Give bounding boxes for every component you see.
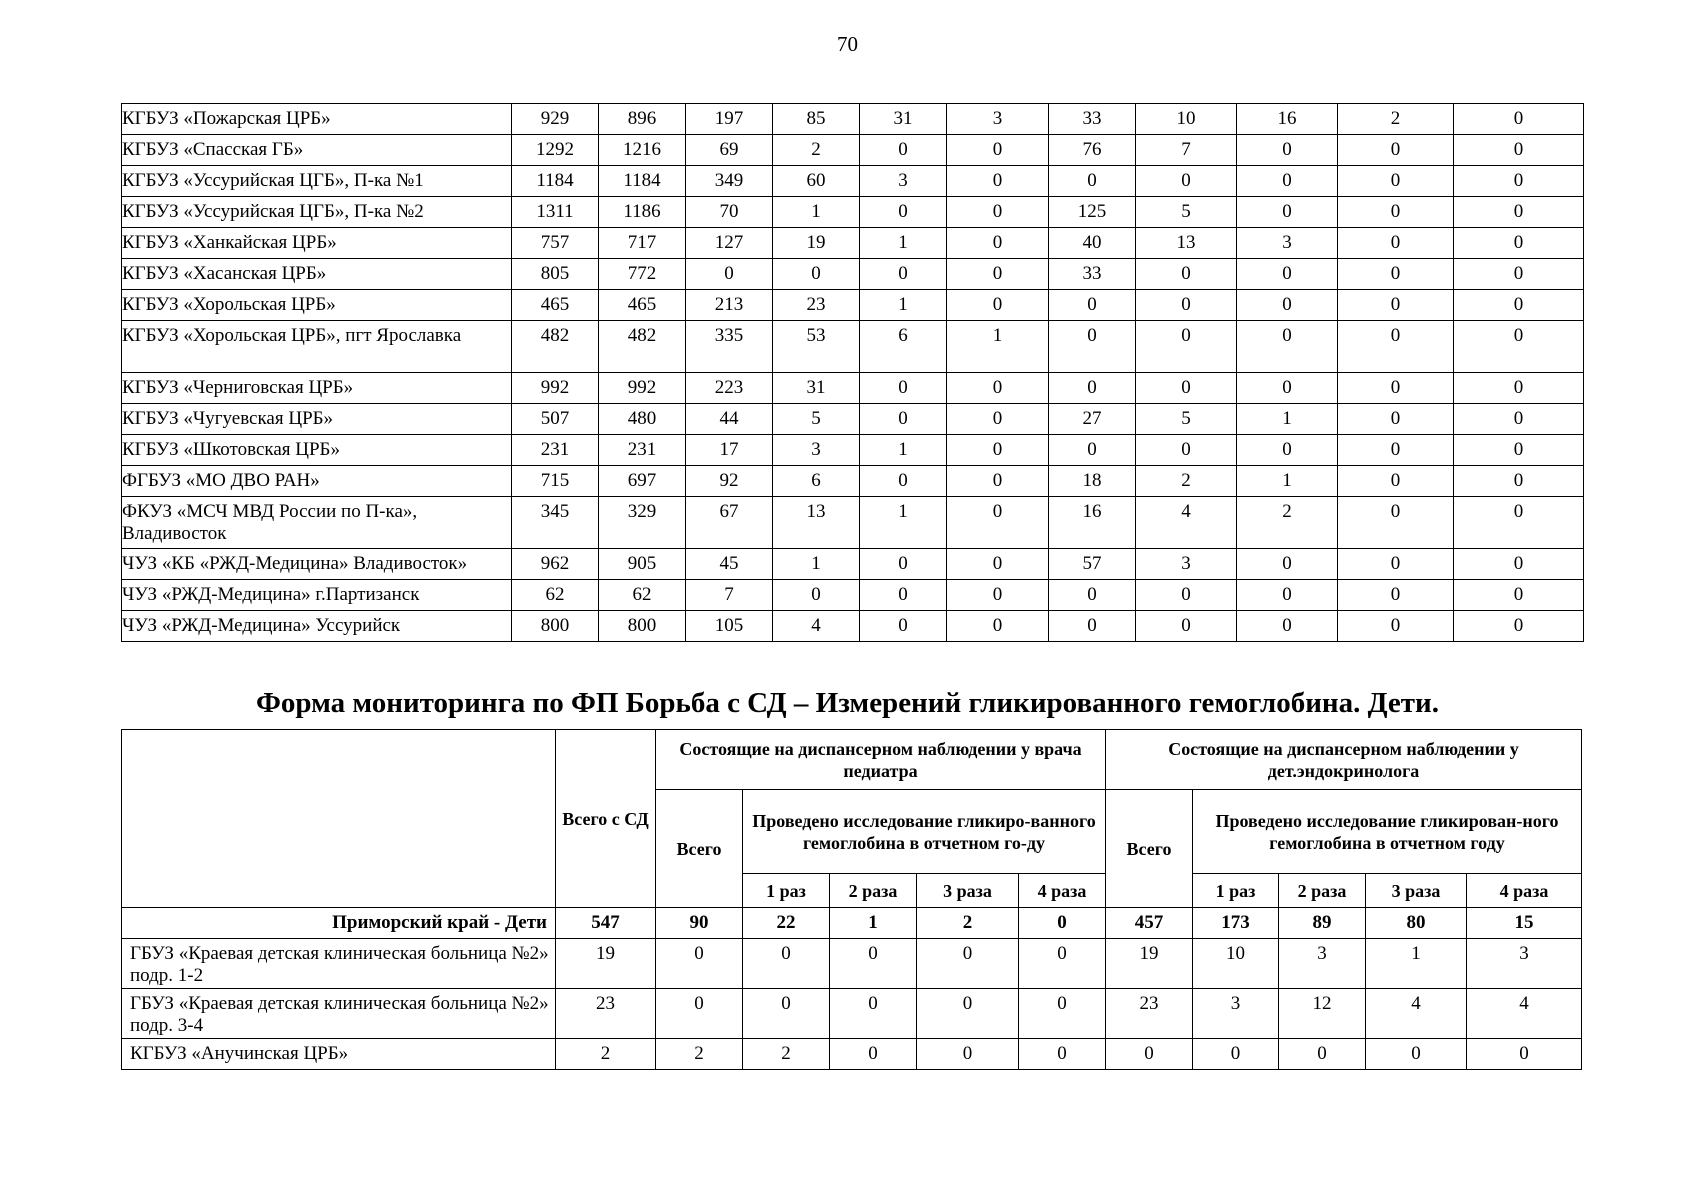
table-row	[122, 290, 1584, 321]
value-cell: 0	[860, 404, 947, 435]
value-cell: 0	[1136, 290, 1237, 321]
value-cell: 85	[773, 104, 860, 135]
value-cell: 800	[599, 611, 686, 642]
value-cell: 0	[1338, 466, 1454, 497]
value-cell: 992	[512, 373, 599, 404]
value-cell: 67	[686, 497, 773, 549]
value-cell: 0	[1237, 549, 1338, 580]
value-cell: 0	[1136, 321, 1237, 373]
facility-name: КГБУЗ «Шкотовская ЦРБ»	[122, 435, 512, 466]
value-cell: 0	[947, 580, 1049, 611]
value-cell: 33	[1049, 104, 1136, 135]
value-cell: 0	[1237, 290, 1338, 321]
value-cell: 0	[1279, 1039, 1366, 1070]
value-cell: 0	[860, 580, 947, 611]
header-pediatr-total: Всего	[656, 790, 743, 908]
value-cell: 213	[686, 290, 773, 321]
value-cell: 0	[1338, 580, 1454, 611]
value-cell: 0	[947, 611, 1049, 642]
facility-name: КГБУЗ «Пожарская ЦРБ»	[122, 104, 512, 135]
value-cell: 231	[599, 435, 686, 466]
value-cell: 0	[1338, 404, 1454, 435]
value-cell: 772	[599, 259, 686, 290]
value-cell: 0	[1454, 290, 1584, 321]
header-endo-study: Проведено исследование гликирован-ного гемоглобина в отчетном году	[1193, 790, 1582, 874]
value-cell: 480	[599, 404, 686, 435]
value-cell: 0	[1454, 611, 1584, 642]
value-cell: 0	[1338, 290, 1454, 321]
value-cell: 1	[860, 290, 947, 321]
value-cell: 57	[1049, 549, 1136, 580]
table-row	[122, 466, 1584, 497]
value-cell: 0	[1049, 580, 1136, 611]
value-cell: 1	[1237, 466, 1338, 497]
value-cell: 0	[947, 259, 1049, 290]
value-cell: 16	[1237, 104, 1338, 135]
facility-name: КГБУЗ «Хорольская ЦРБ»	[122, 290, 512, 321]
value-cell: 0	[1338, 166, 1454, 197]
facility-name: КГБУЗ «Чугуевская ЦРБ»	[122, 404, 512, 435]
table-row	[122, 435, 1584, 466]
value-cell: 0	[1049, 321, 1136, 373]
value-cell: 0	[1237, 580, 1338, 611]
value-cell: 10	[1136, 104, 1237, 135]
value-cell: 1	[860, 497, 947, 549]
value-cell: 0	[1019, 989, 1106, 1039]
value-cell: 0	[1136, 435, 1237, 466]
value-cell: 465	[599, 290, 686, 321]
value-cell: 19	[556, 939, 656, 989]
header-pediatr-2: 2 раза	[830, 874, 917, 908]
value-cell: 23	[556, 989, 656, 1039]
facility-name: ГБУЗ «Краевая детская клиническая больница №2» подр. 1-2	[122, 939, 556, 989]
value-cell: 2	[656, 1039, 743, 1070]
value-cell: 33	[1049, 259, 1136, 290]
section-title: Форма мониторинга по ФП Борьба с СД – Измерений гликированного гемоглобина. Дети.	[255, 687, 1440, 719]
facility-name: КГБУЗ «Хасанская ЦРБ»	[122, 259, 512, 290]
value-cell: 0	[1338, 611, 1454, 642]
value-cell: 0	[947, 166, 1049, 197]
value-cell: 0	[1237, 197, 1338, 228]
value-cell: 0	[1237, 611, 1338, 642]
value-cell: 60	[773, 166, 860, 197]
value-cell: 992	[599, 373, 686, 404]
value-cell: 80	[1366, 908, 1467, 939]
value-cell: 0	[1338, 135, 1454, 166]
table-row	[122, 104, 1584, 135]
value-cell: 349	[686, 166, 773, 197]
value-cell: 105	[686, 611, 773, 642]
value-cell: 0	[947, 435, 1049, 466]
table-row	[122, 259, 1584, 290]
value-cell: 1	[860, 228, 947, 259]
value-cell: 7	[686, 580, 773, 611]
value-cell: 0	[1338, 321, 1454, 373]
value-cell: 0	[1454, 404, 1584, 435]
value-cell: 76	[1049, 135, 1136, 166]
value-cell: 0	[947, 197, 1049, 228]
table-row	[122, 549, 1584, 580]
header-endo-2: 2 раза	[1279, 874, 1366, 908]
value-cell: 0	[656, 989, 743, 1039]
value-cell: 0	[1338, 259, 1454, 290]
facility-name: КГБУЗ «Ханкайская ЦРБ»	[122, 228, 512, 259]
value-cell: 6	[860, 321, 947, 373]
value-cell: 10	[1193, 939, 1279, 989]
facility-name: ФКУЗ «МСЧ МВД России по П-ка», Владивосток	[122, 497, 512, 549]
value-cell: 3	[1237, 228, 1338, 259]
value-cell: 0	[947, 497, 1049, 549]
value-cell: 31	[773, 373, 860, 404]
value-cell: 335	[686, 321, 773, 373]
value-cell: 0	[1454, 435, 1584, 466]
header-pediatr-1: 1 раз	[743, 874, 830, 908]
value-cell: 697	[599, 466, 686, 497]
table-row	[122, 989, 1582, 1039]
value-cell: 0	[830, 1039, 917, 1070]
value-cell: 0	[860, 259, 947, 290]
facility-name: КГБУЗ «Хорольская ЦРБ», пгт Ярославка	[122, 321, 512, 373]
value-cell: 905	[599, 549, 686, 580]
value-cell: 2	[556, 1039, 656, 1070]
value-cell: 13	[773, 497, 860, 549]
value-cell: 6	[773, 466, 860, 497]
value-cell: 0	[1454, 549, 1584, 580]
value-cell: 197	[686, 104, 773, 135]
value-cell: 507	[512, 404, 599, 435]
value-cell: 18	[1049, 466, 1136, 497]
value-cell: 0	[1049, 166, 1136, 197]
value-cell: 1292	[512, 135, 599, 166]
value-cell: 2	[773, 135, 860, 166]
facility-name: ЧУЗ «РЖД-Медицина» Уссурийск	[122, 611, 512, 642]
value-cell: 0	[1454, 321, 1584, 373]
value-cell: 127	[686, 228, 773, 259]
header-endo-group: Состоящие на диспансерном наблюдении у дет.эндокринолога	[1106, 730, 1582, 790]
value-cell: 0	[1019, 1039, 1106, 1070]
value-cell: 0	[947, 228, 1049, 259]
value-cell: 3	[1193, 989, 1279, 1039]
value-cell: 1311	[512, 197, 599, 228]
value-cell: 0	[947, 135, 1049, 166]
value-cell: 0	[1338, 435, 1454, 466]
value-cell: 0	[1106, 1039, 1193, 1070]
value-cell: 1	[1237, 404, 1338, 435]
value-cell: 0	[1338, 197, 1454, 228]
value-cell: 45	[686, 549, 773, 580]
value-cell: 223	[686, 373, 773, 404]
value-cell: 0	[1049, 435, 1136, 466]
value-cell: 0	[773, 259, 860, 290]
value-cell: 0	[1136, 259, 1237, 290]
table-row	[122, 1039, 1582, 1070]
value-cell: 0	[860, 373, 947, 404]
value-cell: 0	[1338, 373, 1454, 404]
value-cell: 0	[1049, 611, 1136, 642]
value-cell: 69	[686, 135, 773, 166]
table-row	[122, 321, 1584, 373]
value-cell: 0	[947, 466, 1049, 497]
header-name-blank	[122, 730, 556, 908]
value-cell: 0	[1237, 135, 1338, 166]
header-pediatr-4: 4 раза	[1019, 874, 1106, 908]
value-cell: 4	[773, 611, 860, 642]
value-cell: 0	[947, 404, 1049, 435]
value-cell: 231	[512, 435, 599, 466]
value-cell: 0	[1237, 259, 1338, 290]
table-row	[122, 135, 1584, 166]
value-cell: 0	[1136, 373, 1237, 404]
value-cell: 15	[1467, 908, 1582, 939]
value-cell: 0	[743, 939, 830, 989]
value-cell: 3	[860, 166, 947, 197]
value-cell: 482	[599, 321, 686, 373]
value-cell: 3	[1136, 549, 1237, 580]
header-pediatr-group: Состоящие на диспансерном наблюдении у врача педиатра	[656, 730, 1106, 790]
value-cell: 19	[773, 228, 860, 259]
facility-name: ЧУЗ «КБ «РЖД-Медицина» Владивосток»	[122, 549, 512, 580]
value-cell: 23	[773, 290, 860, 321]
value-cell: 2	[1237, 497, 1338, 549]
value-cell: 0	[1049, 373, 1136, 404]
value-cell: 0	[1136, 580, 1237, 611]
value-cell: 53	[773, 321, 860, 373]
value-cell: 0	[1136, 166, 1237, 197]
value-cell: 0	[1454, 497, 1584, 549]
value-cell: 547	[556, 908, 656, 939]
value-cell: 0	[917, 1039, 1019, 1070]
hba1c-children-table	[121, 729, 1582, 1070]
value-cell: 0	[947, 373, 1049, 404]
value-cell: 0	[1454, 466, 1584, 497]
value-cell: 0	[830, 939, 917, 989]
value-cell: 40	[1049, 228, 1136, 259]
facility-name: КГБУЗ «Уссурийская ЦГБ», П-ка №2	[122, 197, 512, 228]
value-cell: 0	[1049, 290, 1136, 321]
value-cell: 19	[1106, 939, 1193, 989]
value-cell: 4	[1467, 989, 1582, 1039]
value-cell: 4	[1136, 497, 1237, 549]
value-cell: 717	[599, 228, 686, 259]
value-cell: 31	[860, 104, 947, 135]
value-cell: 0	[860, 466, 947, 497]
value-cell: 800	[512, 611, 599, 642]
value-cell: 896	[599, 104, 686, 135]
value-cell: 13	[1136, 228, 1237, 259]
value-cell: 70	[686, 197, 773, 228]
header-total-sd: Всего с СД	[556, 730, 656, 908]
facility-name: Приморский край - Дети	[122, 908, 556, 939]
value-cell: 0	[1237, 166, 1338, 197]
value-cell: 0	[917, 939, 1019, 989]
facility-name: КГБУЗ «Спасская ГБ»	[122, 135, 512, 166]
value-cell: 1	[947, 321, 1049, 373]
value-cell: 0	[860, 197, 947, 228]
value-cell: 90	[656, 908, 743, 939]
value-cell: 22	[743, 908, 830, 939]
value-cell: 1	[830, 908, 917, 939]
value-cell: 62	[512, 580, 599, 611]
value-cell: 329	[599, 497, 686, 549]
value-cell: 5	[1136, 197, 1237, 228]
value-cell: 0	[1237, 373, 1338, 404]
value-cell: 0	[1454, 373, 1584, 404]
value-cell: 482	[512, 321, 599, 373]
value-cell: 3	[1279, 939, 1366, 989]
value-cell: 23	[1106, 989, 1193, 1039]
header-endo-3: 3 раза	[1366, 874, 1467, 908]
value-cell: 125	[1049, 197, 1136, 228]
value-cell: 5	[1136, 404, 1237, 435]
value-cell: 0	[1454, 166, 1584, 197]
facility-name: ЧУЗ «РЖД-Медицина» г.Партизанск	[122, 580, 512, 611]
header-pediatr-study: Проведено исследование гликиро-ванного гемоглобина в отчетном го-ду	[743, 790, 1106, 874]
table-row	[122, 939, 1582, 989]
header-endo-4: 4 раза	[1467, 874, 1582, 908]
value-cell: 2	[1338, 104, 1454, 135]
value-cell: 1	[773, 549, 860, 580]
facility-name: КГБУЗ «Анучинская ЦРБ»	[122, 1039, 556, 1070]
value-cell: 173	[1193, 908, 1279, 939]
value-cell: 715	[512, 466, 599, 497]
value-cell: 3	[1467, 939, 1582, 989]
value-cell: 465	[512, 290, 599, 321]
value-cell: 5	[773, 404, 860, 435]
value-cell: 0	[860, 549, 947, 580]
value-cell: 0	[1019, 908, 1106, 939]
value-cell: 0	[1237, 435, 1338, 466]
value-cell: 0	[1454, 228, 1584, 259]
facility-name: КГБУЗ «Уссурийская ЦГБ», П-ка №1	[122, 166, 512, 197]
facility-name: ГБУЗ «Краевая детская клиническая больница №2» подр. 3-4	[122, 989, 556, 1039]
value-cell: 0	[1454, 197, 1584, 228]
facility-name: ФГБУЗ «МО ДВО РАН»	[122, 466, 512, 497]
table-row	[122, 611, 1584, 642]
value-cell: 89	[1279, 908, 1366, 939]
table-row	[122, 497, 1584, 549]
value-cell: 0	[1136, 611, 1237, 642]
value-cell: 0	[743, 989, 830, 1039]
value-cell: 7	[1136, 135, 1237, 166]
value-cell: 929	[512, 104, 599, 135]
value-cell: 3	[773, 435, 860, 466]
value-cell: 12	[1279, 989, 1366, 1039]
facility-name: КГБУЗ «Черниговская ЦРБ»	[122, 373, 512, 404]
value-cell: 0	[1454, 580, 1584, 611]
value-cell: 0	[656, 939, 743, 989]
value-cell: 0	[860, 135, 947, 166]
value-cell: 0	[947, 549, 1049, 580]
value-cell: 62	[599, 580, 686, 611]
value-cell: 0	[1454, 135, 1584, 166]
value-cell: 1186	[599, 197, 686, 228]
value-cell: 16	[1049, 497, 1136, 549]
value-cell: 27	[1049, 404, 1136, 435]
value-cell: 3	[947, 104, 1049, 135]
value-cell: 0	[1338, 228, 1454, 259]
value-cell: 0	[1366, 1039, 1467, 1070]
value-cell: 0	[773, 580, 860, 611]
value-cell: 1	[860, 435, 947, 466]
value-cell: 1184	[512, 166, 599, 197]
value-cell: 2	[1136, 466, 1237, 497]
table-row	[122, 228, 1584, 259]
value-cell: 0	[1454, 259, 1584, 290]
value-cell: 0	[947, 290, 1049, 321]
table-row	[122, 580, 1584, 611]
value-cell: 345	[512, 497, 599, 549]
value-cell: 1216	[599, 135, 686, 166]
value-cell: 2	[917, 908, 1019, 939]
table-row	[122, 373, 1584, 404]
value-cell: 92	[686, 466, 773, 497]
table-row	[122, 197, 1584, 228]
value-cell: 44	[686, 404, 773, 435]
value-cell: 0	[1193, 1039, 1279, 1070]
value-cell: 17	[686, 435, 773, 466]
value-cell: 2	[743, 1039, 830, 1070]
value-cell: 962	[512, 549, 599, 580]
header-endo-total: Всего	[1106, 790, 1193, 908]
total-row	[122, 908, 1582, 939]
header-pediatr-3: 3 раза	[917, 874, 1019, 908]
value-cell: 757	[512, 228, 599, 259]
value-cell: 1	[1366, 939, 1467, 989]
value-cell: 0	[1338, 497, 1454, 549]
table-row	[122, 404, 1584, 435]
value-cell: 457	[1106, 908, 1193, 939]
value-cell: 1184	[599, 166, 686, 197]
facility-table-continued	[121, 103, 1584, 642]
value-cell: 0	[830, 989, 917, 1039]
value-cell: 0	[686, 259, 773, 290]
value-cell: 0	[860, 611, 947, 642]
table-row	[122, 166, 1584, 197]
value-cell: 0	[1237, 321, 1338, 373]
value-cell: 0	[1338, 549, 1454, 580]
header-endo-1: 1 раз	[1193, 874, 1279, 908]
page-number: 70	[837, 32, 858, 56]
value-cell: 805	[512, 259, 599, 290]
value-cell: 0	[917, 989, 1019, 1039]
value-cell: 1	[773, 197, 860, 228]
value-cell: 0	[1454, 104, 1584, 135]
value-cell: 0	[1467, 1039, 1582, 1070]
value-cell: 4	[1366, 989, 1467, 1039]
value-cell: 0	[1019, 939, 1106, 989]
